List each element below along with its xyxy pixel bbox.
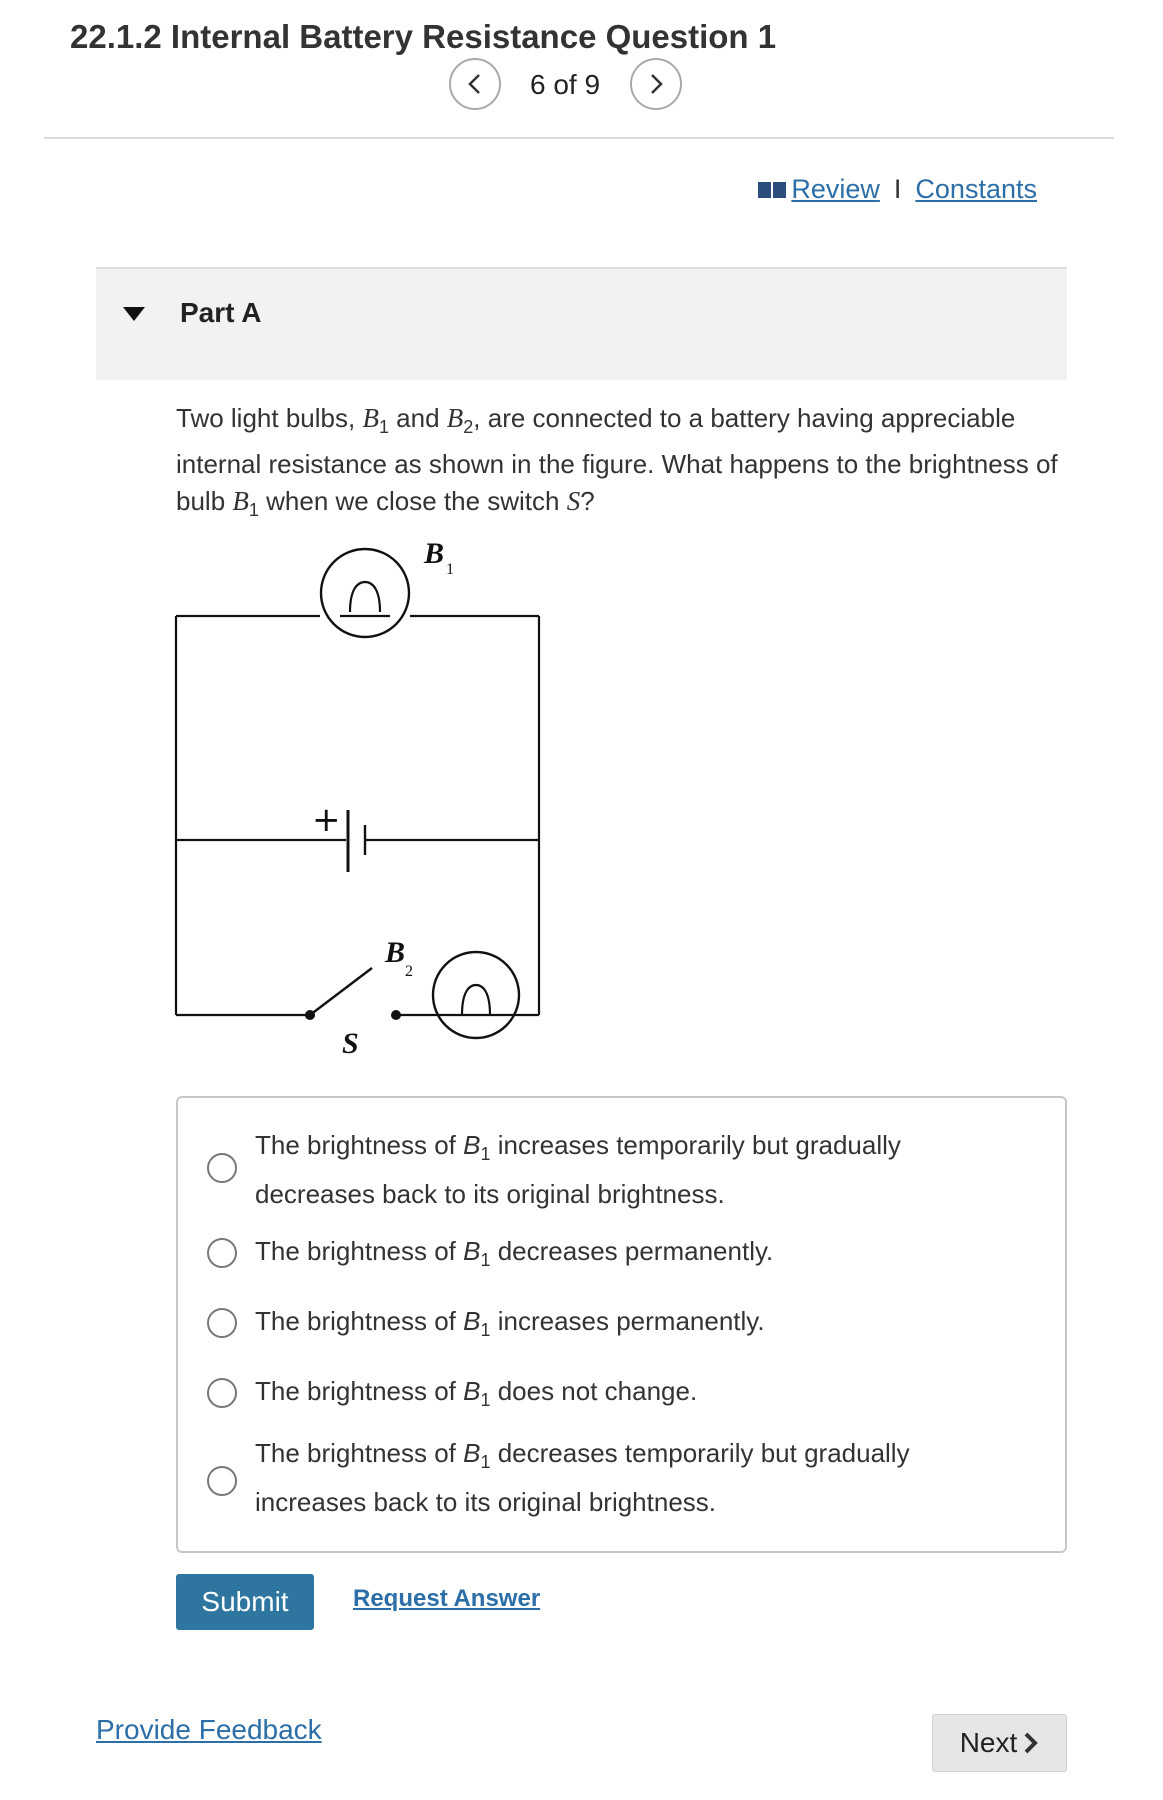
switch-label: S xyxy=(342,1027,359,1060)
chevron-left-icon xyxy=(465,72,485,96)
option-5-radio[interactable] xyxy=(207,1466,237,1496)
chevron-right-icon xyxy=(1023,1731,1039,1755)
chevron-right-icon xyxy=(646,72,666,96)
battery-plus-label: + xyxy=(312,800,341,840)
book-icon xyxy=(757,180,787,200)
option-4-radio[interactable] xyxy=(207,1378,237,1408)
bulb-b1 xyxy=(321,549,409,637)
option-5-text[interactable]: The brightness of $B_1$ decreases temporarily but gradually increases back to its original brightness. xyxy=(255,1438,910,1518)
resource-links xyxy=(757,174,1037,205)
provide-feedback-link[interactable]: Provide Feedback xyxy=(96,1714,322,1745)
next-button-label: Next xyxy=(959,1727,1018,1758)
constants-link[interactable]: Constants xyxy=(915,174,1037,204)
submit-button[interactable]: Submit xyxy=(176,1574,314,1630)
circuit-diagram xyxy=(160,530,560,1070)
option-3-text[interactable]: The brightness of $B_1$ increases permanently. xyxy=(255,1306,765,1341)
battery xyxy=(348,810,365,872)
question-position: 6 of 9 xyxy=(530,69,601,100)
request-answer-link[interactable]: Request Answer xyxy=(353,1585,541,1612)
option-4-text[interactable]: The brightness of $B_1$ does not change. xyxy=(255,1376,698,1411)
option-2-text[interactable]: The brightness of $B_1$ decreases permanently. xyxy=(255,1236,774,1271)
bulb-b2 xyxy=(433,952,519,1038)
option-2-radio[interactable] xyxy=(207,1238,237,1268)
b1-label: B xyxy=(424,537,445,570)
header-divider xyxy=(44,137,1114,139)
switch-s xyxy=(305,968,401,1020)
link-separator: I xyxy=(893,174,902,204)
b2-label: B xyxy=(385,936,406,969)
option-1-radio[interactable] xyxy=(207,1153,237,1183)
option-3-radio[interactable] xyxy=(207,1308,237,1338)
question-text: Two light bulbs, $B_1$ and $B_2$, are connected to a battery having appreciable internal resistance as shown in the figure. What happens to the brightness of bulb $B_1$ when we close the switch S? xyxy=(176,403,1058,521)
review-link[interactable]: Review xyxy=(791,174,880,204)
previous-button[interactable] xyxy=(449,58,501,110)
next-question-button[interactable] xyxy=(630,58,682,110)
option-1-text[interactable]: The brightness of $B_1$ increases temporarily but gradually decreases back to its original brightness. xyxy=(255,1130,901,1210)
caret-down-icon[interactable] xyxy=(122,306,146,322)
page-title: 22.1.2 Internal Battery Resistance Question 1 xyxy=(70,18,777,55)
part-label: Part A xyxy=(180,297,262,328)
b1-subscript: 1 xyxy=(446,561,454,578)
b2-subscript: 2 xyxy=(405,963,413,980)
next-button[interactable] xyxy=(932,1714,1067,1772)
